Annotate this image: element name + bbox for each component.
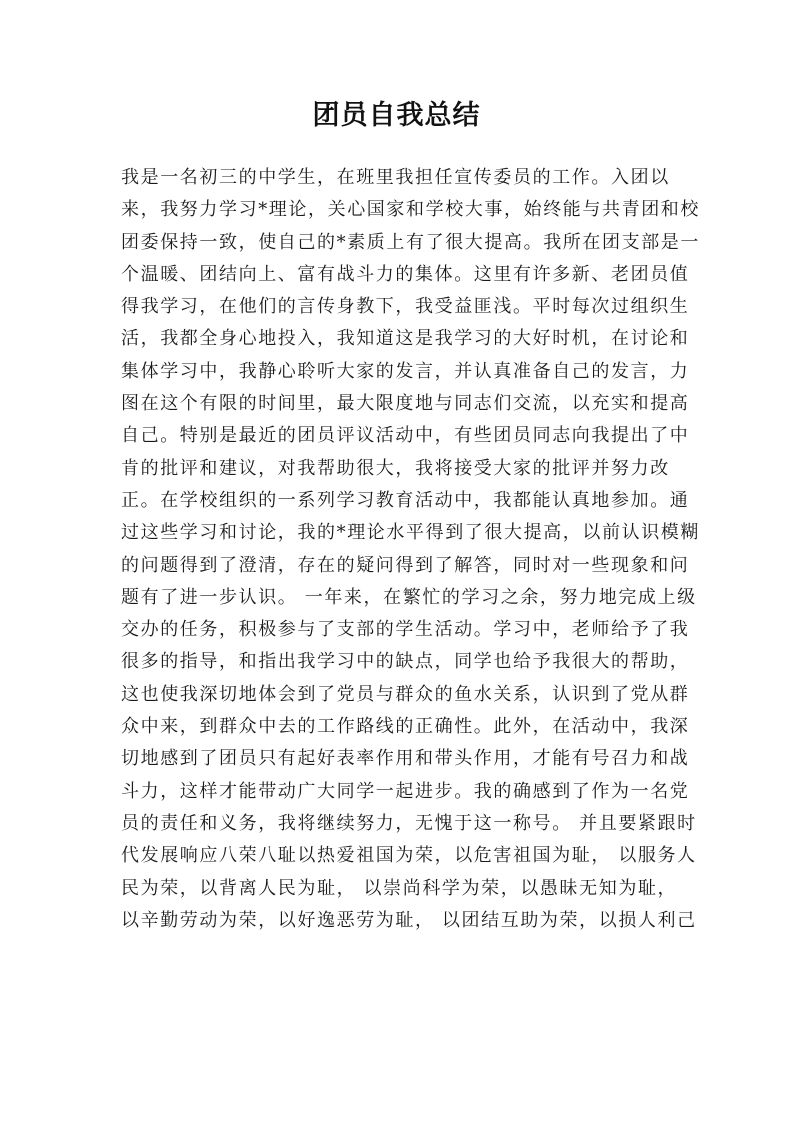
- body-line: 众中来，到群众中去的工作路线的正确性。此外，在活动中，我深: [121, 716, 690, 738]
- body-line: 团委保持一致，使自己的*素质上有了很大提高。我所在团支部是一: [121, 231, 700, 253]
- body-line: 过这些学习和讨论，我的*理论水平得到了很大提高，以前认识模糊: [121, 522, 700, 544]
- body-line: 以辛勤劳动为荣，以好逸恶劳为耻， 以团结互助为荣，以损人利己: [121, 909, 697, 931]
- body-line: 交办的任务，积极参与了支部的学生活动。学习中，老师给予了我: [121, 619, 690, 641]
- body-line: 代发展响应八荣八耻以热爱祖国为荣，以危害祖国为耻， 以服务人: [121, 845, 697, 867]
- body-line: 切地感到了团员只有起好表率作用和带头作用，才能有号召力和战: [121, 748, 690, 770]
- body-line: 这也使我深切地体会到了党员与群众的鱼水关系，认识到了党从群: [121, 683, 690, 705]
- body-line: 题有了进一步认识。 一年来，在繁忙的学习之余，努力地完成上级: [121, 586, 697, 608]
- body-line: 我是一名初三的中学生，在班里我担任宣传委员的工作。入团以: [121, 167, 670, 188]
- body-line: 个温暖、团结向上、富有战斗力的集体。这里有许多新、老团员值: [121, 263, 690, 285]
- body-line: 的问题得到了澄清，存在的疑问得到了解答，同时对一些现象和问: [121, 554, 690, 576]
- body-line: 员的责任和义务，我将继续努力，无愧于这一称号。 并且要紧跟时: [121, 812, 697, 834]
- body-line: 来，我努力学习*理论，关心国家和学校大事，始终能与共青团和校: [121, 199, 700, 221]
- body-line: 正。在学校组织的一系列学习教育活动中，我都能认真地参加。通: [121, 489, 690, 511]
- body-line: 图在这个有限的时间里，最大限度地与同志们交流，以充实和提高: [121, 393, 690, 415]
- body-line: 得我学习，在他们的言传身教下，我受益匪浅。平时每次过组织生: [121, 296, 690, 318]
- document-body: [121, 162, 700, 937]
- body-line: 很多的指导，和指出我学习中的缺点，同学也给予我很大的帮助，: [121, 651, 690, 673]
- body-line: 斗力，这样才能带动广大同学一起进步。我的确感到了作为一名党: [121, 780, 690, 802]
- body-line: 活，我都全身心地投入，我知道这是我学习的大好时机，在讨论和: [121, 328, 690, 350]
- body-line: 民为荣，以背离人民为耻， 以崇尚科学为荣，以愚昧无知为耻，: [121, 877, 678, 899]
- body-line: 集体学习中，我静心聆听大家的发言，并认真准备自己的发言，力: [121, 360, 690, 382]
- document-title: 团员自我总结: [312, 100, 481, 131]
- body-line: 肯的批评和建议，对我帮助很大，我将接受大家的批评并努力改: [121, 457, 670, 479]
- body-line: 自己。特别是最近的团员评议活动中，有些团员同志向我提出了中: [121, 425, 690, 447]
